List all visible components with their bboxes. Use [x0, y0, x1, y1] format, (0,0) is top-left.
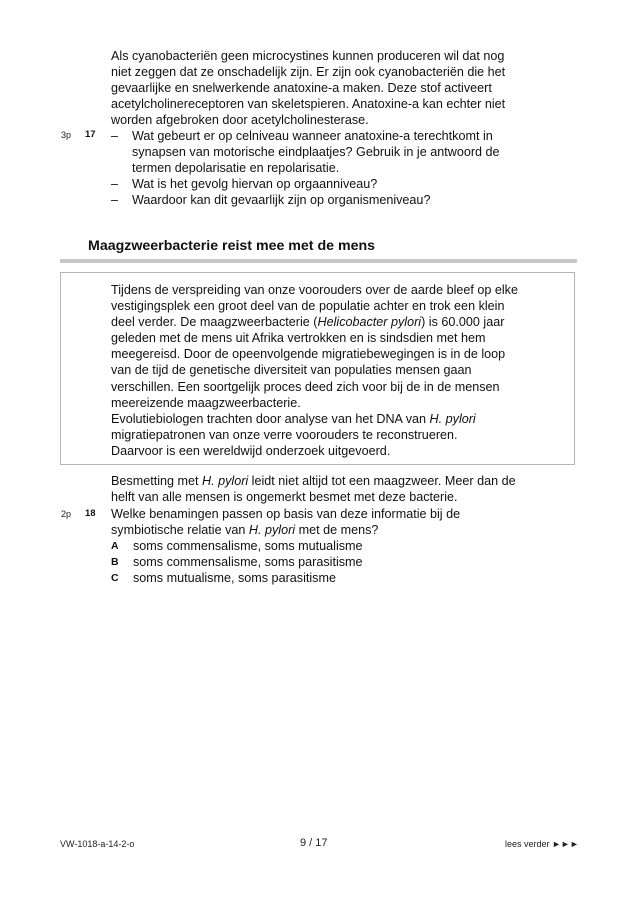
q17-bullet-1-text — [132, 128, 562, 176]
intro-line: acetylcholinereceptoren van skeletspieren. Anatoxine-a kan echter niet — [111, 97, 506, 112]
q18-line: Welke benamingen passen op basis van deze informatie bij de — [111, 507, 461, 521]
box-line: vestigingsplek een groot deel van de populatie achter en trok een klein — [111, 299, 505, 314]
bullet-dash: – — [111, 193, 119, 207]
q18-option-c[interactable] — [111, 570, 561, 586]
q17-points: 3p — [61, 130, 72, 140]
box-line: meereizende maagzweerbacterie. — [111, 395, 301, 410]
box-line — [111, 411, 561, 427]
box-line: Tijdens de verspreiding van onze voorouders over de aarde bleef op elke — [111, 283, 518, 297]
option-letter: C — [111, 572, 119, 584]
q18-line — [111, 522, 561, 538]
option-text: soms commensalisme, soms parasitisme — [133, 555, 363, 569]
intro-line: gevaarlijke en snelwerkende anatoxine-a maken. Deze stof activeert — [111, 81, 492, 96]
info-box-text — [111, 282, 561, 459]
q18-option-a[interactable] — [111, 538, 561, 554]
q18-option-b[interactable] — [111, 554, 561, 570]
bullet-dash: – — [111, 177, 119, 191]
text-fragment: met de mens? — [295, 523, 379, 538]
species-name: H. pylori — [248, 523, 296, 538]
q17-bullet-3 — [111, 192, 561, 208]
intro-paragraph — [111, 48, 561, 128]
after-box-line: helft van alle mensen is ongemerkt besmet met deze bacterie. — [111, 490, 458, 505]
box-line: verschillen. Een soortgelijk proces deed zich voor bij de in de mensen — [111, 379, 500, 394]
page-number: 9 / 17 — [300, 837, 328, 849]
option-letter: A — [111, 540, 119, 552]
q18-number: 18 — [85, 508, 96, 519]
text-fragment: leidt niet altijd tot een maagzweer. Meer dan de — [248, 474, 516, 488]
box-text-fragment: ) is 60.000 jaar — [421, 315, 505, 330]
box-line: geleden met de mens uit Afrika vertrokken en is sindsdien met hem — [111, 331, 486, 346]
footer-next: lees verder ►►► — [505, 839, 579, 849]
species-name: Helicobacter pylori — [317, 315, 422, 330]
species-name: H. pylori — [429, 411, 476, 426]
q18-points: 2p — [61, 509, 72, 519]
section-title: Maagzweerbacterie reist mee met de mens — [88, 238, 376, 254]
box-line: migratiepatronen van onze verre voorouders te reconstrueren. — [111, 427, 458, 442]
text-fragment: Besmetting met — [111, 474, 202, 488]
option-text: soms commensalisme, soms mutualisme — [133, 539, 363, 553]
q17-bullet-1 — [111, 128, 561, 176]
box-line: meegereisd. Door de opeenvolgende migratiebewegingen is in de loop — [111, 347, 506, 362]
footer-code: VW-1018-a-14-2-o — [60, 839, 135, 849]
option-text: soms mutualisme, soms parasitisme — [133, 571, 336, 585]
q17-bullet-1-line: synapsen van motorische eindplaatjes? Gebruik in je antwoord de — [132, 145, 500, 160]
box-text-fragment: Evolutiebiologen trachten door analyse van het DNA van — [111, 411, 430, 426]
after-box-paragraph — [111, 473, 561, 505]
box-line: Daarvoor is een wereldwijd onderzoek uitgevoerd. — [111, 443, 391, 458]
box-line: van de tijd de genetische diversiteit van populaties mensen gaan — [111, 363, 472, 378]
intro-line: Als cyanobacteriën geen microcystines kunnen produceren wil dat nog — [111, 49, 505, 63]
q17-bullet-2 — [111, 176, 561, 192]
bullet-dash: – — [111, 129, 119, 143]
species-name: H. pylori — [202, 474, 249, 488]
intro-line: niet zeggen dat ze onschadelijk zijn. Er zijn ook cyanobacteriën die het — [111, 65, 506, 80]
q17-bullet-1-line: termen depolarisatie en repolarisatie. — [132, 161, 340, 176]
q17-bullet-2-text: Wat is het gevolg hiervan op orgaanniveau? — [132, 177, 378, 191]
intro-line: worden afgebroken door acetylcholinesterase. — [111, 113, 369, 128]
option-letter: B — [111, 556, 119, 568]
q18-question — [111, 506, 561, 538]
q17-bullet-1-line: Wat gebeurt er op celniveau wanneer anatoxine-a terechtkomt in — [132, 129, 493, 143]
text-fragment: symbiotische relatie van — [111, 523, 249, 538]
after-box-line — [111, 473, 561, 489]
section-divider — [60, 259, 577, 263]
q17-number: 17 — [85, 129, 96, 140]
box-text-fragment: deel verder. De maagzweerbacterie ( — [111, 315, 318, 330]
box-line — [111, 314, 561, 330]
q17-bullet-3-text: Waardoor kan dit gevaarlijk zijn op organismeniveau? — [132, 193, 431, 207]
